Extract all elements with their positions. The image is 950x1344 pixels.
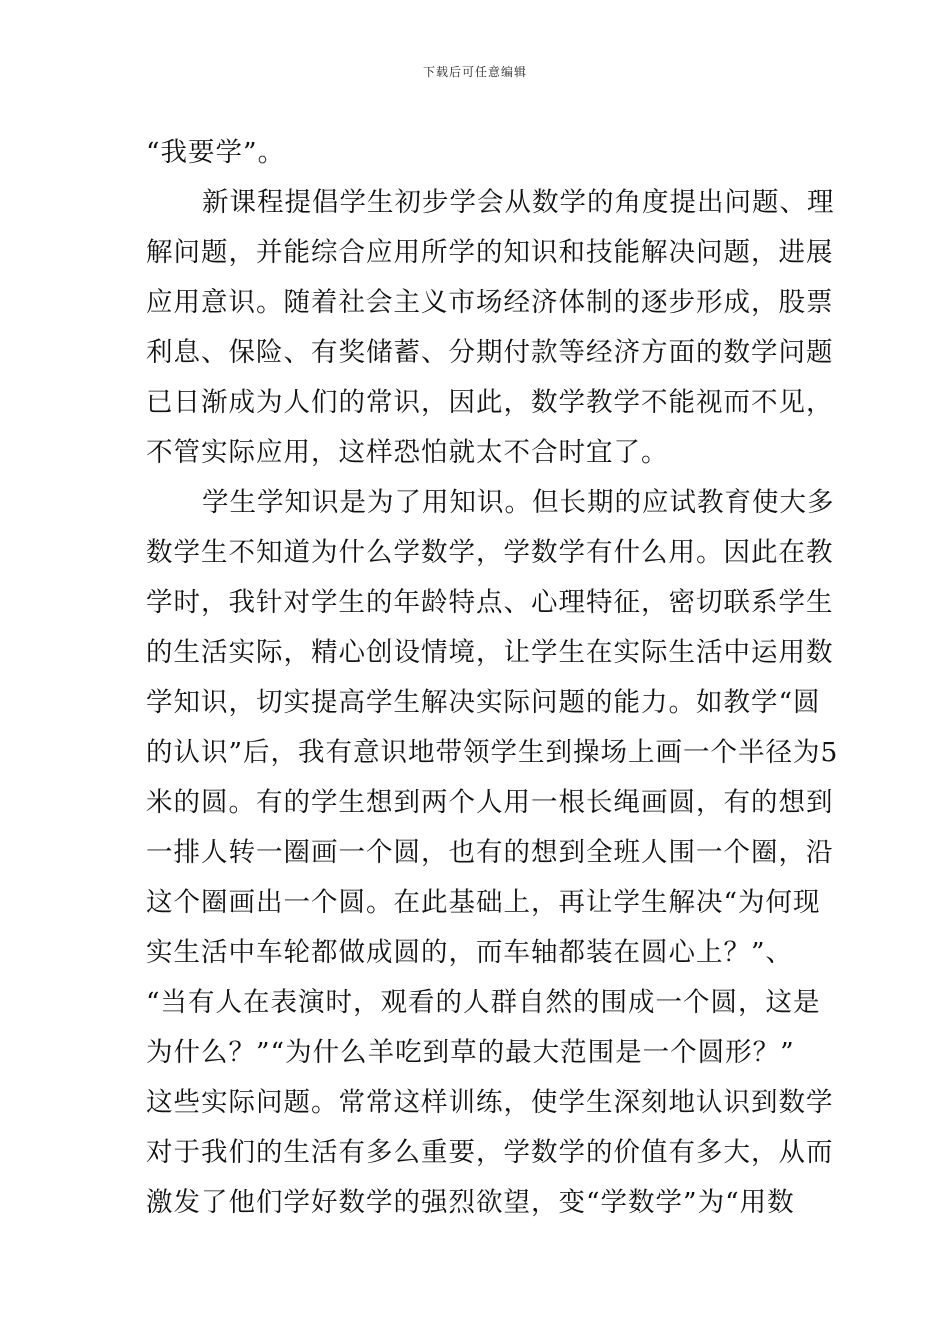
document-body	[146, 128, 839, 1228]
text-line: 一排人转一圈画一个圆，也有的想到全班人围一个圈，沿	[146, 837, 834, 868]
text-line: 应用意识。随着社会主义市场经济体制的逐步形成，股票	[146, 287, 834, 318]
text-line: 学生学知识是为了用知识。但长期的应试教育使大多	[202, 487, 835, 518]
text-line: 对于我们的生活有多么重要，学数学的价值有多大，从而	[146, 1137, 834, 1168]
text-line: 新课程提倡学生初步学会从数学的角度提出问题、理	[202, 187, 835, 218]
text-line: 学时，我针对学生的年龄特点、心理特征，密切联系学生	[146, 587, 834, 618]
text-line: 这些实际问题。常常这样训练，使学生深刻地认识到数学	[146, 1087, 834, 1118]
text-line: 的生活实际，精心创设情境，让学生在实际生活中运用数	[146, 637, 834, 668]
text-line: 为什么？”“为什么羊吃到草的最大范围是一个圆形？”	[146, 1037, 795, 1068]
text-line: “我要学”。	[146, 137, 286, 168]
text-line: 数学生不知道为什么学数学，学数学有什么用。因此在教	[146, 537, 834, 568]
page-header: 下载后可任意编辑	[422, 65, 527, 79]
text-line: 这个圈画出一个圆。在此基础上，再让学生解决“为何现	[146, 887, 821, 918]
text-line: 解问题，并能综合应用所学的知识和技能解决问题，进展	[146, 237, 834, 268]
text-line: 的认识”后，我有意识地带领学生到操场上画一个半径为5	[146, 737, 839, 768]
text-line: “当有人在表演时，观看的人群自然的围成一个圆，这是	[146, 987, 821, 1018]
text-line: 实生活中车轮都做成圆的，而车轴都装在圆心上？”、	[146, 937, 794, 968]
text-line: 米的圆。有的学生想到两个人用一根长绳画圆，有的想到	[146, 787, 834, 818]
text-line: 不管实际应用，这样恐怕就太不合时宜了。	[146, 437, 669, 468]
text-line: 学知识，切实提高学生解决实际问题的能力。如教学“圆	[146, 687, 821, 718]
text-line: 利息、保险、有奖储蓄、分期付款等经济方面的数学问题	[146, 337, 834, 368]
text-line: 已日渐成为人们的常识，因此，数学教学不能视而不见，	[146, 387, 834, 418]
text-line: 激发了他们学好数学的强烈欲望，变“学数学”为“用数	[146, 1187, 795, 1218]
